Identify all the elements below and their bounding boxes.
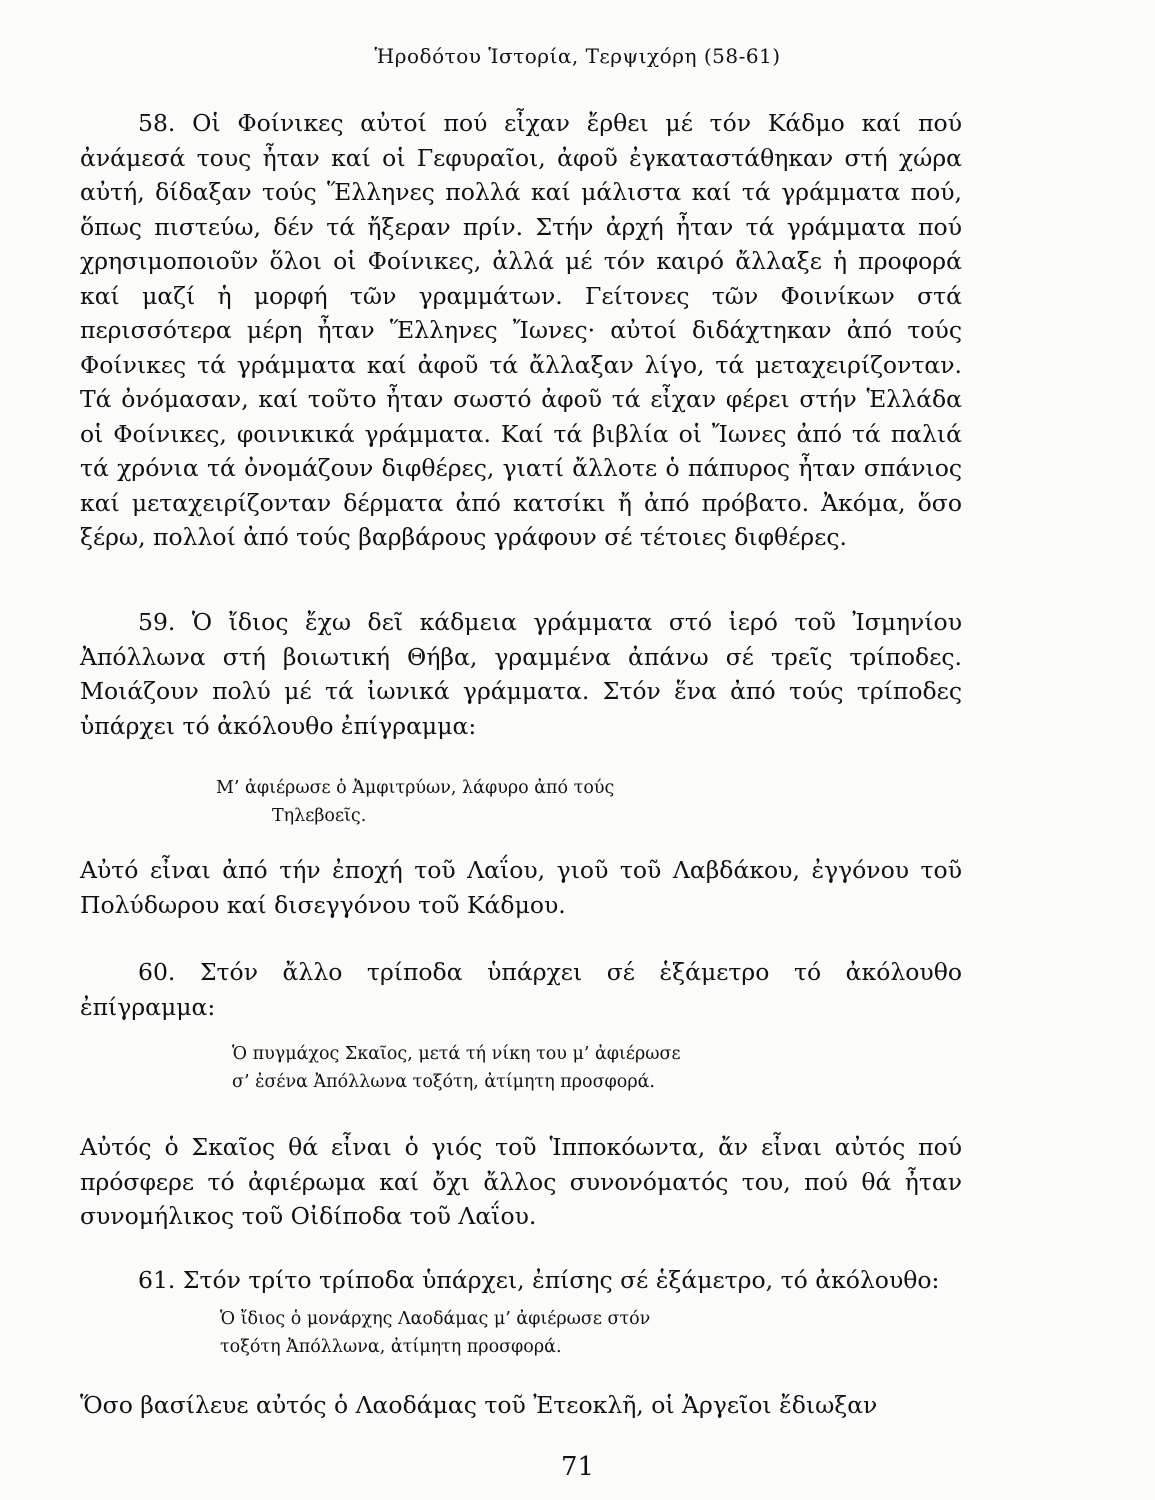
- chapter-60: [80, 955, 962, 1024]
- chapter-59: [80, 605, 962, 743]
- epigram-1-line-1: Μ’ ἀφιέρωσε ὁ Ἀμφιτρύων, λάφυρο ἀπό τούς: [216, 778, 615, 798]
- page-number: 71: [560, 1452, 595, 1482]
- chapter-61: [80, 1263, 962, 1298]
- paragraph-59: 59. Ὁ ἴδιος ἔχω δεῖ κάδμεια γράμματα στό ἱερό τοῦ Ἰσμηνίου Ἀπόλλωνα στή βοιωτική Θήβα, γραμμένα ἀπάνω σέ τρεῖς τρίποδες. Μοιάζουν πολύ μέ τά ἰωνικά γράμματα. Στόν ἕνα ἀπό τούς τρίποδες ὑπάρχει τό ἀκόλουθο ἐπίγραμμα:: [80, 608, 962, 740]
- paragraph-60: 60. Στόν ἄλλο τρίποδα ὑπάρχει σέ ἑξάμετρο τό ἀκόλουθο ἐπίγραμμα:: [80, 958, 962, 1021]
- epigram-1-line-2: Τηλεβοεῖς.: [272, 806, 367, 826]
- chapter-58: [80, 106, 962, 555]
- chapter-60-continued: [80, 1130, 962, 1234]
- chapter-59-continued: [80, 853, 962, 922]
- epigram-3: [220, 1305, 650, 1361]
- epigram-1: [216, 774, 614, 830]
- epigram-2: [232, 1040, 681, 1096]
- paragraph-61-continued: Ὅσο βασίλευε αὐτός ὁ Λαοδάμας τοῦ Ἐτεοκλῆ, οἱ Ἀργεῖοι ἔδιωξαν: [80, 1391, 878, 1419]
- paragraph-61: 61. Στόν τρίτο τρίποδα ὑπάρχει, ἐπίσης σέ ἑξάμετρο, τό ἀκόλουθο:: [138, 1266, 940, 1294]
- epigram-2-line-1: Ὁ πυγμάχος Σκαῖος, μετά τή νίκη του μ’ ἀφιέρωσε: [232, 1044, 681, 1064]
- paragraph-58: 58. Οἱ Φοίνικες αὐτοί πού εἶχαν ἔρθει μέ τόν Κάδμο καί πού ἀνάμεσά τους ἦταν καί οἱ Γεφυραῖοι, ἀφοῦ ἐγκαταστάθηκαν στή χώρα αὐτή, δίδαξαν τούς Ἕλληνες πολλά καί μάλιστα καί τά γράμματα πού, ὅπως πιστεύω, δέν τά ἤξεραν πρίν. Στήν ἀρχή ἦταν τά γράμματα πού χρησιμοποιοῦν ὅλοι οἱ Φοίνικες, ἀλλά μέ τόν καιρό ἄλλαξε ἡ προφορά καί μαζί ἡ μορφή τῶν γραμμάτων. Γείτονες τῶν Φοινίκων στά περισσότερα μέρη ἦταν Ἕλληνες Ἴωνες· αὐτοί διδάχτηκαν ἀπό τούς Φοίνικες τά γράμματα καί ἀφοῦ τά ἄλλαξαν λίγο, τά μεταχειρίζονταν. Τά ὀνόμασαν, καί τοῦτο ἦταν σωστό ἀφοῦ τά εἶχαν φέρει στήν Ἑλλάδα οἱ Φοίνικες, φοινικικά γράμματα. Καί τά βιβλία οἱ Ἴωνες ἀπό τά παλιά τά χρόνια τά ὀνομάζουν διφθέρες, γιατί ἄλλοτε ὁ πάπυρος ἦταν σπάνιος καί μεταχειρίζονταν δέρματα ἀπό κατσίκι ἤ ἀπό πρόβατο. Ἀκόμα, ὅσο ξέρω, πολλοί ἀπό τούς βαρβάρους γράφουν σέ τέτοιες διφθέρες.: [80, 109, 962, 551]
- running-header: Ἡροδότου Ἱστορία, Τερψιχόρη (58-61): [374, 44, 781, 68]
- chapter-61-continued: [80, 1388, 962, 1423]
- paragraph-59-continued: Αὐτό εἶναι ἀπό τήν ἐποχή τοῦ Λαΐου, γιοῦ τοῦ Λαβδάκου, ἐγγόνου τοῦ Πολύδωρου καί δισεγγόνου τοῦ Κάδμου.: [80, 856, 962, 919]
- epigram-3-line-2: τοξότη Ἀπόλλωνα, ἀτίμητη προσφορά.: [220, 1337, 562, 1357]
- epigram-2-line-2: σ’ ἐσένα Ἀπόλλωνα τοξότη, ἀτίμητη προσφορά.: [232, 1072, 655, 1092]
- paragraph-60-continued: Αὐτός ὁ Σκαῖος θά εἶναι ὁ γιός τοῦ Ἱπποκόωντα, ἄν εἶναι αὐτός πού πρόσφερε τό ἀφιέρωμα καί ὄχι ἄλλος συνονόματός του, πού θά ἦταν συνομήλικος τοῦ Οἰδίποδα τοῦ Λαΐου.: [80, 1133, 962, 1230]
- epigram-3-line-1: Ὁ ἴδιος ὁ μονάρχης Λαοδάμας μ’ ἀφιέρωσε στόν: [220, 1309, 651, 1329]
